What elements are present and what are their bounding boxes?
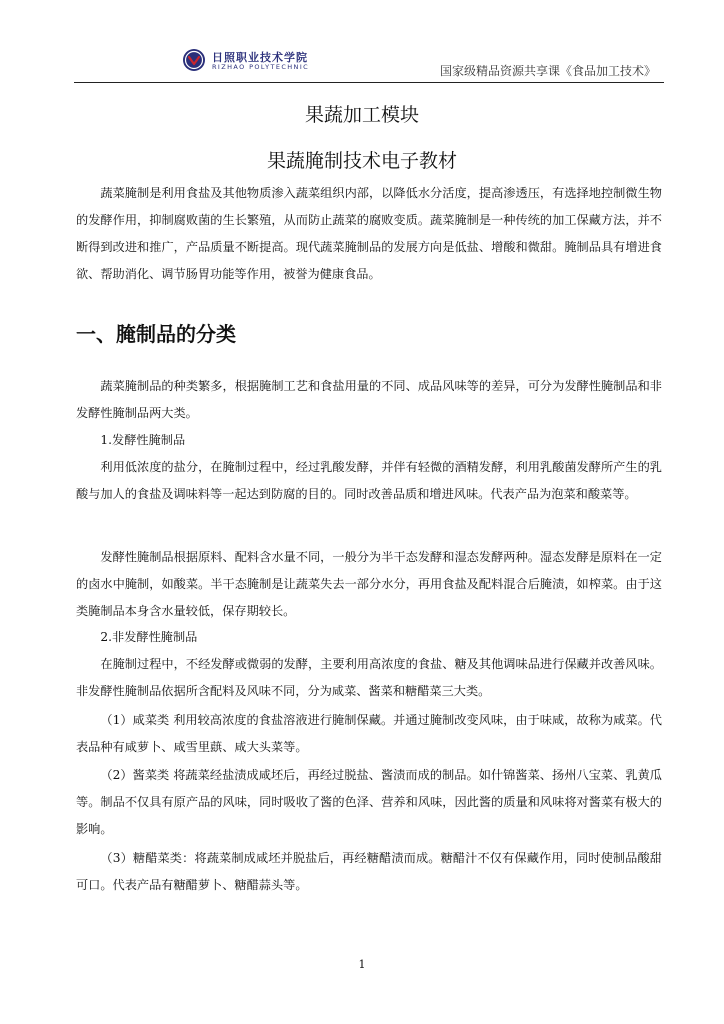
course-title: 国家级精品资源共享课《食品加工技术》 (439, 64, 656, 78)
nonfermented-paragraph: 在腌制过程中，不经发酵或微弱的发酵，主要利用高浓度的食盐、糖及其他调味品进行保藏并改善风味。非发酵性腌制品依据所含配料及风味不同，分为咸菜、酱菜和糖醋菜三大类。 (76, 657, 662, 698)
nonfermented-label: 2.非发酵性腌制品 (100, 630, 198, 644)
header-divider (74, 82, 664, 83)
salted-vegetables-item: （1）咸菜类 利用较高浓度的食盐溶液进行腌制保藏。并通过腌制改变风味，由于味咸，故称为咸菜。代表品种有咸萝卜、咸雪里蕻、咸大头菜等。 (76, 713, 662, 754)
fermented-label: 1.发酵性腌制品 (100, 433, 186, 447)
logo-english-name: RIZHAO POLYTECHNIC (212, 63, 310, 71)
page-header (74, 44, 664, 84)
classification-overview: 蔬菜腌制品的种类繁多，根据腌制工艺和食盐用量的不同、成品风味等的差异，可分为发酵性腌制品和非发酵性腌制品两大类。 (76, 379, 662, 420)
section-heading: 一、腌制品的分类 (76, 322, 236, 346)
sweet-sour-vegetables-item: （3）糖醋菜类：将蔬菜制成咸坯并脱盐后，再经糖醋渍而成。糖醋汁不仅有保藏作用，同时使制品酸甜可口。代表产品有糖醋萝卜、糖醋蒜头等。 (76, 851, 662, 892)
school-seal-icon (182, 48, 206, 72)
page-number: 1 (358, 958, 366, 971)
module-title: 果蔬加工模块 (304, 104, 419, 126)
document-title: 果蔬腌制技术电子教材 (266, 150, 457, 172)
sauce-vegetables-item: （2）酱菜类 将蔬菜经盐渍成咸坯后，再经过脱盐、酱渍而成的制品。如什锦酱菜、扬州八宝菜、乳黄瓜等。制品不仅具有原产品的风味，同时吸收了酱的色泽、营养和风味，因此酱的质量和风味将对酱菜有极大的影响。 (76, 768, 662, 836)
fermented-paragraph-1: 利用低浓度的盐分，在腌制过程中，经过乳酸发酵，并伴有轻微的酒精发酵，利用乳酸菌发酵所产生的乳酸与加人的食盐及调味料等一起达到防腐的目的。同时改善品质和增进风味。代表产品为泡菜和酸菜等。 (76, 460, 662, 501)
logo-chinese-name: 日照职业技术学院 (212, 51, 308, 64)
intro-paragraph: 蔬菜腌制是利用食盐及其他物质渗入蔬菜组织内部，以降低水分活度，提高渗透压，有选择地控制微生物的发酵作用，抑制腐败菌的生长繁殖，从而防止蔬菜的腐败变质。蔬菜腌制是一种传统的加工保藏方法，并不断得到改进和推广，产品质量不断提高。现代蔬菜腌制品的发展方向是低盐、增酸和微甜。腌制品具有增进食欲、帮助消化、调节肠胃功能等作用，被誉为健康食品。 (76, 186, 662, 281)
fermented-paragraph-2: 发酵性腌制品根据原料、配料含水量不同，一般分为半干态发酵和湿态发酵两种。湿态发酵是原料在一定的卤水中腌制，如酸菜。半干态腌制是让蔬菜失去一部分水分，再用食盐及配料混合后腌渍，如榨菜。由于这类腌制品本身含水量较低，保存期较长。 (76, 550, 662, 618)
school-logo (182, 48, 382, 76)
